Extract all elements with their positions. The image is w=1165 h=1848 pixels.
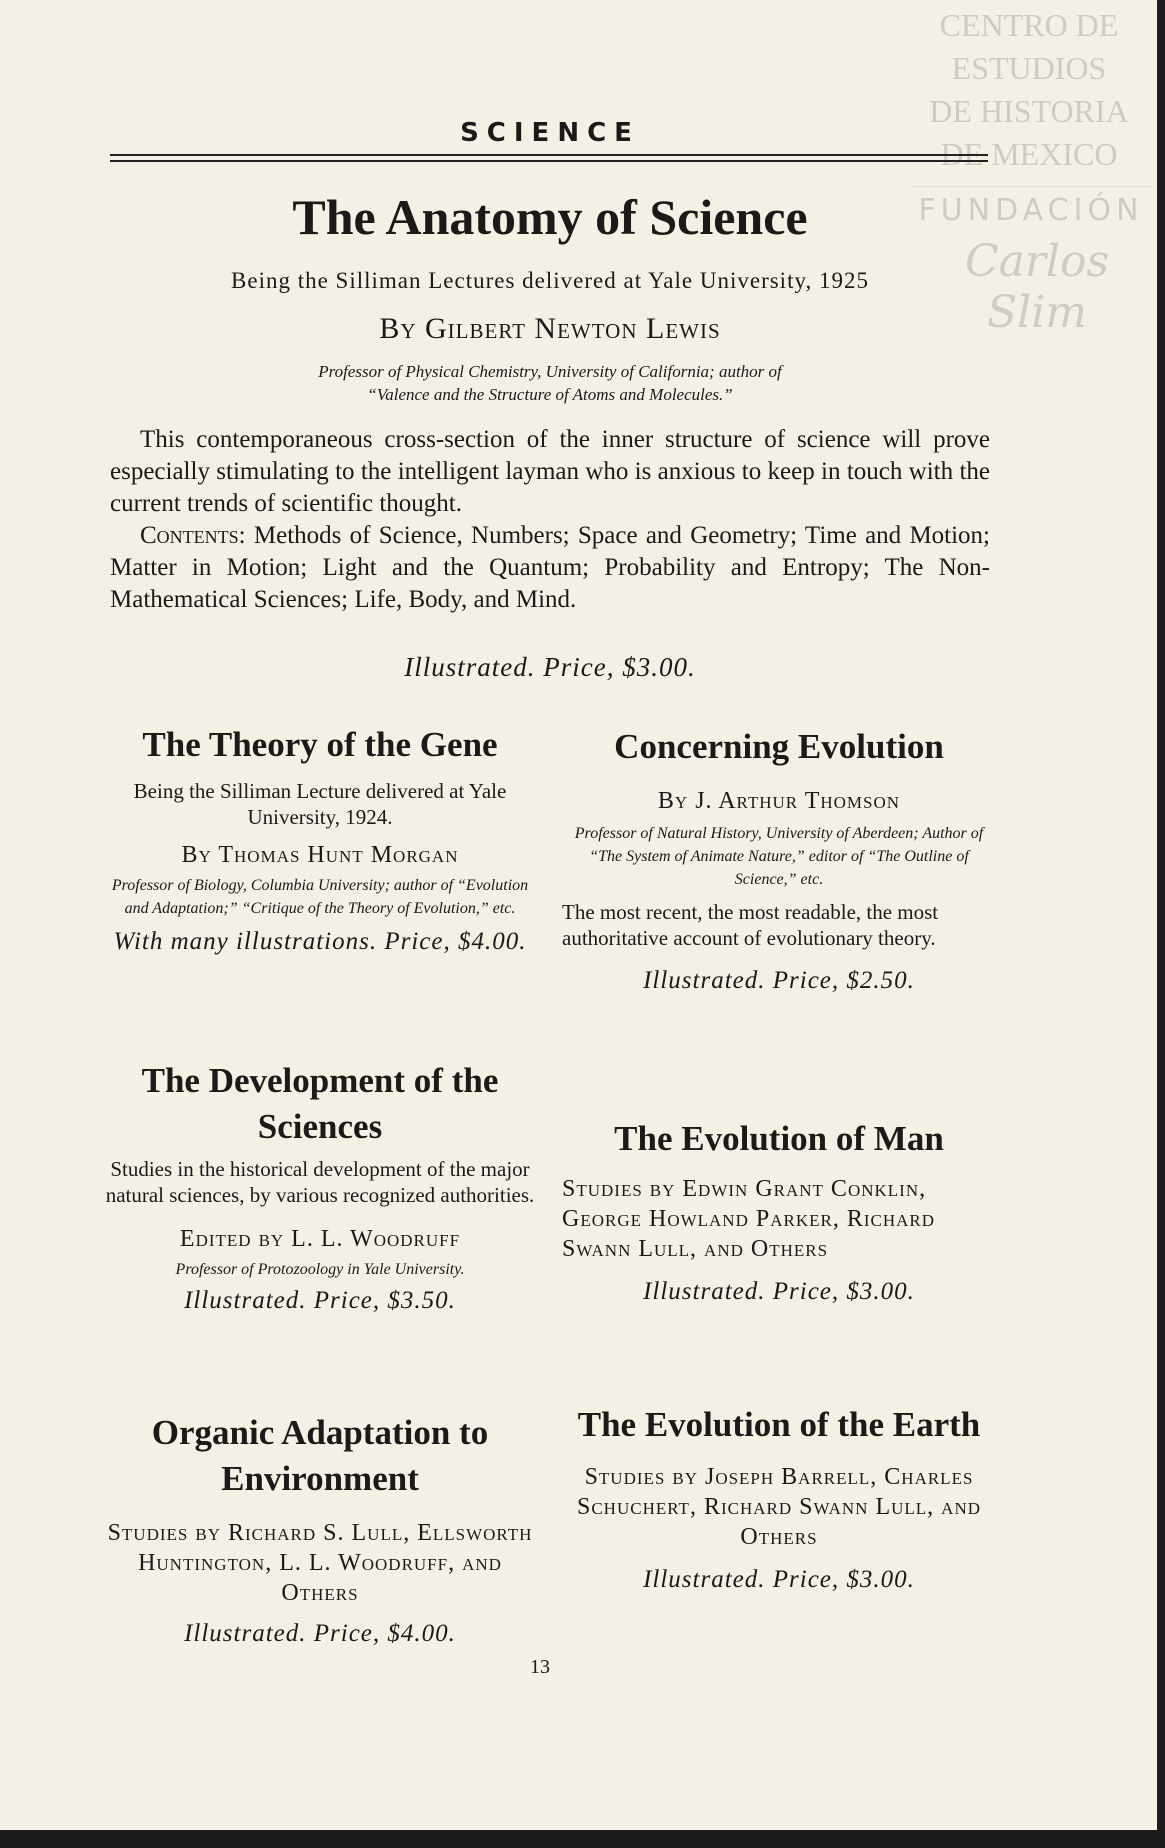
book-description: Studies in the historical development of the major natural sciences, by various recognized authorities. <box>105 1157 535 1207</box>
book-price: Illustrated. Price, $3.00. <box>643 1566 915 1593</box>
book-title: The Evolution of Man <box>614 1119 944 1158</box>
book-price: Illustrated. Price, $4.00. <box>184 1620 456 1647</box>
book-title: Organic Adaptation to Environment <box>151 1413 489 1498</box>
watermark-fundacion: FUNDACIÓN <box>911 186 1151 228</box>
credentials-line: “Valence and the Structure of Atoms and Molecules.” <box>367 385 733 404</box>
book-concerning-evolution <box>562 724 996 997</box>
featured-subtitle: Being the Silliman Lectures delivered at Yale University, 1925 <box>231 268 869 293</box>
book-byline: By J. Arthur Thomson <box>657 788 901 814</box>
book-byline: Studies by Richard S. Lull, Ellsworth Huntington, L. L. Woodruff, and Others <box>107 1520 533 1606</box>
book-byline: By Thomas Hunt Morgan <box>181 842 459 868</box>
featured-credentials <box>200 360 900 406</box>
book-title: The Development of the Sciences <box>141 1061 499 1146</box>
book-title: The Evolution of the Earth <box>577 1405 981 1444</box>
book-price: Illustrated. Price, $3.50. <box>184 1287 456 1314</box>
book-evolution-of-man <box>562 1116 996 1308</box>
featured-description: This contemporaneous cross-section of the inner structure of science will prove especially stimulating to the intelligent layman who is anxious to keep in touch with the current trends of scientific thought. <box>110 426 990 517</box>
credentials-line: Professor of Physical Chemistry, University of California; author of <box>318 362 782 381</box>
book-description: Being the Silliman Lecture delivered at Yale University, 1924. <box>133 779 507 829</box>
watermark-institution <box>919 4 1139 176</box>
book-organic-adaptation <box>104 1410 536 1650</box>
contents-label: Contents: <box>140 522 246 549</box>
book-theory-of-the-gene <box>104 722 536 958</box>
watermark-line: ESTUDIOS <box>951 50 1107 86</box>
book-credentials: Professor of Protozoology in Yale University. <box>175 1261 465 1278</box>
watermark-line: DE MEXICO <box>940 136 1118 172</box>
header-rule <box>110 154 988 156</box>
watermark-line: CENTRO DE <box>939 7 1119 43</box>
book-price: With many illustrations. Price, $4.00. <box>113 928 527 955</box>
featured-body <box>110 424 990 616</box>
book-byline: Edited by L. L. Woodruff <box>179 1226 461 1252</box>
featured-author: By Gilbert Newton Lewis <box>379 312 721 345</box>
book-credentials: Professor of Natural History, University of Aberdeen; Author of “The System of Animate Nature,” editor of “The Outline of Science,” etc. <box>574 825 984 888</box>
book-price: Illustrated. Price, $2.50. <box>643 967 915 994</box>
page-number: 13 <box>530 1656 550 1678</box>
contents-text: Methods of Science, Numbers; Space and Geometry; Time and Motion; Matter in Motion; Light and the Quantum; Probability and Entropy; The Non-Mathematical Sciences; Life, Body, and Mind. <box>110 522 991 613</box>
book-title: Concerning Evolution <box>614 727 944 766</box>
book-byline: Studies by Joseph Barrell, Charles Schuchert, Richard Swann Lull, and Others <box>577 1464 981 1550</box>
book-price: Illustrated. Price, $3.00. <box>643 1278 915 1305</box>
featured-contents <box>110 520 990 616</box>
section-header: SCIENCE <box>460 118 640 148</box>
header-rule <box>110 160 988 162</box>
book-development-of-sciences <box>104 1058 536 1317</box>
book-credentials: Professor of Biology, Columbia University; author of “Evolution and Adaptation;” “Critique of the Theory of Evolution,” etc. <box>111 877 529 917</box>
watermark-signature: Carlos Slim <box>964 236 1110 338</box>
book-evolution-of-earth <box>562 1402 996 1596</box>
book-byline: Studies by Edwin Grant Conklin, George Howland Parker, Richard Swann Lull, and Others <box>562 1176 936 1262</box>
book-title: The Theory of the Gene <box>142 725 498 764</box>
featured-title: The Anatomy of Science <box>292 189 808 245</box>
book-description: The most recent, the most readable, the most authoritative account of evolutionary theory. <box>562 900 939 950</box>
featured-price: Illustrated. Price, $3.00. <box>404 652 696 682</box>
watermark-line: DE HISTORIA <box>929 93 1129 129</box>
